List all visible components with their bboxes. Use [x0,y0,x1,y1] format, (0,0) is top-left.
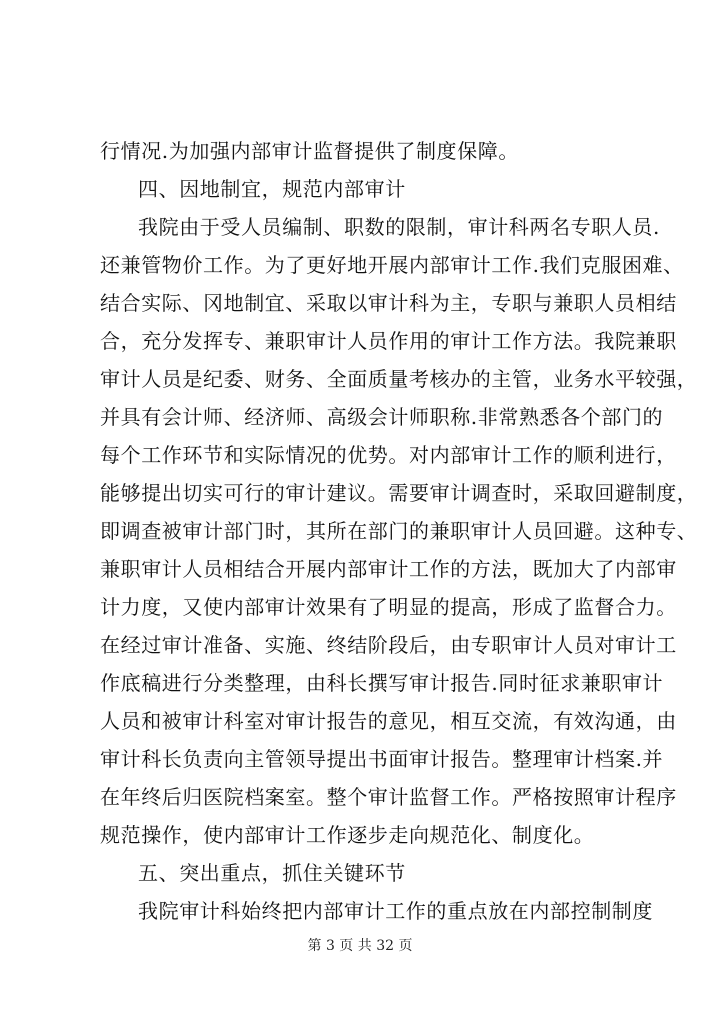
text-line: 行情况.为加强内部审计监督提供了制度保障。 [100,139,519,163]
text-line: 能够提出切实可行的审计建议。需要审计调查时，采取回避制度， [100,481,698,505]
text-line: 合，充分发挥专、兼职审计人员作用的审计工作方法。我院兼职 [100,329,677,353]
text-line: 还兼管物价工作。为了更好地开展内部审计工作.我们克服困难、 [100,253,684,277]
body-text [100,132,698,930]
text-line: 在年终后归医院档案室。整个审计监督工作。严格按照审计程序 [100,785,677,809]
text-line: 计力度，又使内部审计效果有了明显的提高，形成了监督合力。 [100,595,677,619]
text-line: 规范操作，使内部审计工作逐步走向规范化、制度化。 [100,823,595,847]
text-line: 结合实际、冈地制宜、采取以审计科为主，专职与兼职人员相结 [100,291,677,315]
text-line: 我院由于受人员编制、职数的限制，审计科两名专职人员. [138,215,660,239]
text-line: 五、突出重点，抓住关键环节 [138,861,406,885]
text-line: 即调查被审计部门时，其所在部门的兼职审计人员回避。这种专、 [100,519,698,543]
text-line: 每个工作环节和实际情况的优势。对内部审计工作的顺利进行， [100,443,677,467]
text-line: 并具有会计师、经济师、高级会计师职称.非常熟悉各个部门的 [100,405,664,429]
text-line: 审计科长负责向主管领导提出书面审计报告。整理审计档案.并 [100,747,664,771]
text-line: 我院审计科始终把内部审计工作的重点放在内部控制制度 [138,899,653,923]
text-line: 审计人员是纪委、财务、全面质量考核办的主管，业务水平较强， [100,367,698,391]
text-line: 作底稿进行分类整理，由科长撰写审计报告.同时征求兼职审计 [100,671,664,695]
text-line: 人员和被审计科室对审计报告的意见，相互交流，有效沟通，由 [100,709,677,733]
text-line: 四、因地制宜，规范内部审计 [138,177,406,201]
text-line: 在经过审计准备、实施、终结阶段后，由专职审计人员对审计工 [100,633,677,657]
page-footer: 第 3 页 共 32 页 [307,938,413,954]
text-line: 兼职审计人员相结合开展内部审计工作的方法，既加大了内部审 [100,557,677,581]
